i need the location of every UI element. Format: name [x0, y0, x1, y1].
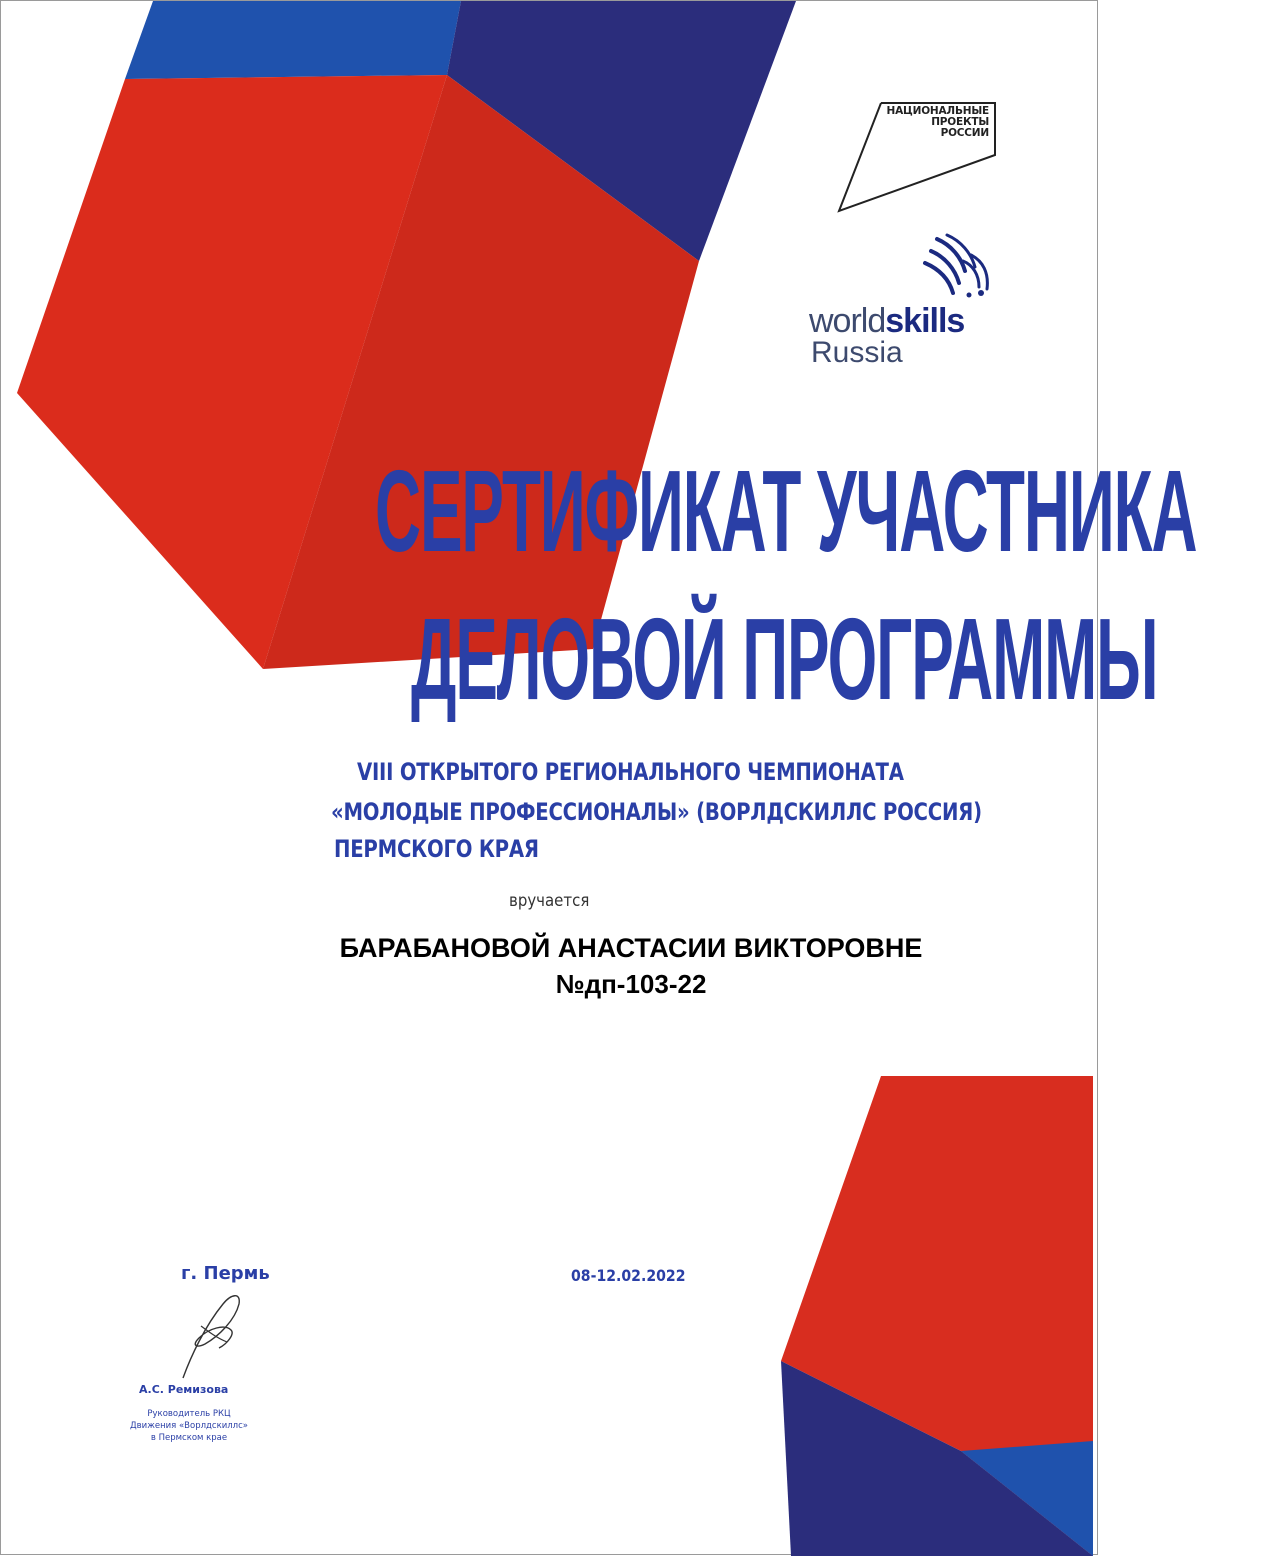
signer-role: [109, 1408, 269, 1444]
certificate-title-line1: СЕРТИФИКАТ УЧАСТНИКА: [375, 446, 1197, 576]
signer-role-line1: Руководитель РКЦ: [147, 1409, 231, 1419]
signer-role-line2: Движения «Ворлдскиллс»: [130, 1421, 248, 1431]
event-dates: 08-12.02.2022: [571, 1266, 686, 1285]
signature-icon: [161, 1286, 271, 1386]
worldskills-russia: Russia: [811, 336, 903, 369]
worldskills-wordmark: worldskills: [809, 302, 965, 340]
awarded-label: вручается: [509, 891, 590, 911]
subtitle-line3: ПЕРМСКОГО КРАЯ: [334, 835, 539, 863]
recipient-name: БАРАБАНОВОЙ АНАСТАСИИ ВИКТОРОВНЕ: [339, 933, 923, 963]
signer-role-line3: в Пермском крае: [150, 1433, 228, 1443]
signer-name: А.С. Ремизова: [139, 1383, 229, 1396]
worldskills-logo: [809, 231, 1009, 371]
city-label: г. Пермь: [181, 1263, 270, 1284]
top-blue-shape: [125, 1, 461, 79]
subtitle-line2: «МОЛОДЫЕ ПРОФЕССИОНАЛЫ» (ВОРЛДСКИЛЛС РОССИЯ): [331, 798, 982, 826]
worldskills-hand-icon: [917, 231, 1007, 301]
subtitle-line1: VIII ОТКРЫТОГО РЕГИОНАЛЬНОГО ЧЕМПИОНАТА: [357, 758, 904, 786]
certificate-number: №дп-103-22: [555, 969, 707, 999]
certificate-title-line2: ДЕЛОВОЙ ПРОГРАММЫ: [411, 594, 1158, 724]
national-projects-text: НАЦИОНАЛЬНЫЕ ПРОЕКТЫ РОССИИ: [886, 105, 989, 139]
national-projects-logo: [829, 101, 997, 213]
